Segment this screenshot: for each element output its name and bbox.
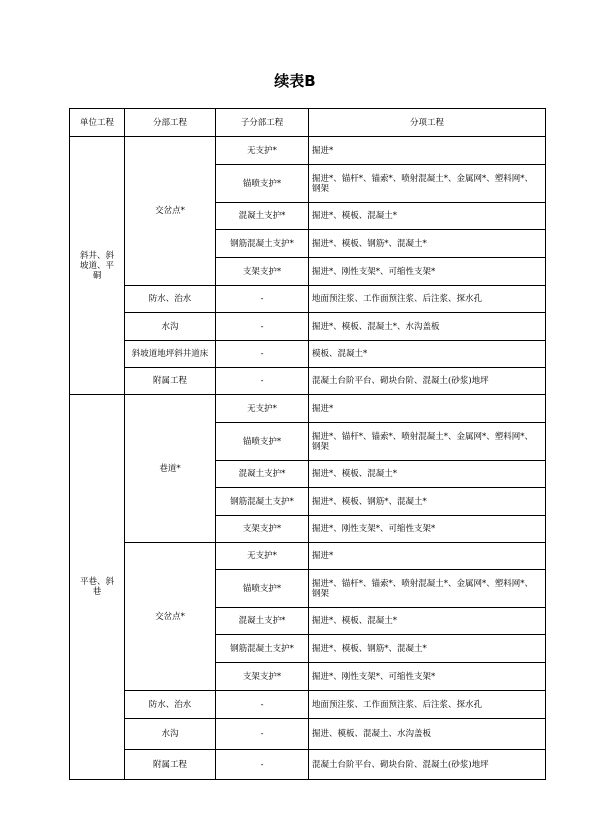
table-header-row bbox=[70, 109, 546, 137]
subpart-cell: - bbox=[216, 750, 309, 780]
engineering-division-table bbox=[69, 108, 546, 780]
item-cell: 掘进* bbox=[309, 137, 546, 165]
item-cell: 混凝土台阶平台、砌块台阶、混凝土(砂浆)地坪 bbox=[309, 368, 546, 395]
item-cell: 掘进* bbox=[309, 395, 546, 423]
table-row bbox=[70, 368, 546, 395]
part-cell: 附属工程 bbox=[125, 750, 216, 780]
unit-cell: 斜井、斜坡道、平硐 bbox=[70, 137, 125, 395]
subpart-cell: 支架支护* bbox=[216, 663, 309, 691]
subpart-cell: 无支护* bbox=[216, 137, 309, 165]
subpart-cell: 无支护* bbox=[216, 543, 309, 570]
table-row bbox=[70, 313, 546, 341]
subpart-cell: 钢筋混凝土支护* bbox=[216, 488, 309, 516]
subpart-cell: 支架支护* bbox=[216, 258, 309, 286]
header-unit: 单位工程 bbox=[70, 109, 125, 137]
item-cell: 掘进* bbox=[309, 543, 546, 570]
part-cell: 水沟 bbox=[125, 313, 216, 341]
table-row bbox=[70, 395, 546, 423]
subpart-cell: - bbox=[216, 313, 309, 341]
item-cell: 掘进*、刚性支架*、可缩性支架* bbox=[309, 663, 546, 691]
item-cell: 掘进*、锚杆*、锚索*、喷射混凝土*、金属网*、塑料网*、钢架 bbox=[309, 570, 546, 608]
item-cell: 掘进*、刚性支架*、可缩性支架* bbox=[309, 258, 546, 286]
item-cell: 模板、混凝土* bbox=[309, 341, 546, 368]
subpart-cell: 混凝土支护* bbox=[216, 608, 309, 635]
table-row bbox=[70, 137, 546, 165]
item-cell: 地面预注浆、工作面预注浆、后注浆、探水孔 bbox=[309, 286, 546, 313]
subpart-cell: - bbox=[216, 691, 309, 719]
subpart-cell: 钢筋混凝土支护* bbox=[216, 230, 309, 258]
table-row bbox=[70, 691, 546, 719]
header-part: 分部工程 bbox=[125, 109, 216, 137]
subpart-cell: 混凝土支护* bbox=[216, 203, 309, 230]
item-cell: 掘进*、模板、钢筋*、混凝土* bbox=[309, 230, 546, 258]
part-cell: 斜坡道地坪斜井道床 bbox=[125, 341, 216, 368]
part-cell: 巷道* bbox=[125, 395, 216, 543]
item-cell: 混凝土台阶平台、砌块台阶、混凝土(砂浆)地坪 bbox=[309, 750, 546, 780]
item-cell: 掘进*、锚杆*、锚索*、喷射混凝土*、金属网*、塑料网*、钢架 bbox=[309, 165, 546, 203]
subpart-cell: 无支护* bbox=[216, 395, 309, 423]
item-cell: 掘进*、模板、混凝土* bbox=[309, 461, 546, 488]
header-item: 分项工程 bbox=[309, 109, 546, 137]
table-row bbox=[70, 341, 546, 368]
item-cell: 掘进*、刚性支架*、可缩性支架* bbox=[309, 516, 546, 543]
subpart-cell: - bbox=[216, 286, 309, 313]
item-cell: 掘进、模板、混凝土、水沟盖板 bbox=[309, 719, 546, 750]
item-cell: 掘进*、模板、混凝土* bbox=[309, 608, 546, 635]
subpart-cell: - bbox=[216, 719, 309, 750]
item-cell: 地面预注浆、工作面预注浆、后注浆、探水孔 bbox=[309, 691, 546, 719]
item-cell: 掘进*、模板、混凝土*、水沟盖板 bbox=[309, 313, 546, 341]
item-cell: 掘进*、模板、混凝土* bbox=[309, 203, 546, 230]
item-cell: 掘进*、模板、钢筋*、混凝土* bbox=[309, 488, 546, 516]
table-row bbox=[70, 719, 546, 750]
subpart-cell: 支架支护* bbox=[216, 516, 309, 543]
part-cell: 交岔点* bbox=[125, 543, 216, 691]
subpart-cell: 锚喷支护* bbox=[216, 423, 309, 461]
subpart-cell: 锚喷支护* bbox=[216, 570, 309, 608]
part-cell: 防水、治水 bbox=[125, 286, 216, 313]
subpart-cell: 锚喷支护* bbox=[216, 165, 309, 203]
part-cell: 交岔点* bbox=[125, 137, 216, 286]
subpart-cell: - bbox=[216, 341, 309, 368]
item-cell: 掘进*、模板、钢筋*、混凝土* bbox=[309, 635, 546, 663]
header-subpart: 子分部工程 bbox=[216, 109, 309, 137]
table-row bbox=[70, 286, 546, 313]
part-cell: 水沟 bbox=[125, 719, 216, 750]
item-cell: 掘进*、锚杆*、锚索*、喷射混凝土*、金属网*、塑料网*、钢架 bbox=[309, 423, 546, 461]
part-cell: 附属工程 bbox=[125, 368, 216, 395]
subpart-cell: - bbox=[216, 368, 309, 395]
table-row bbox=[70, 750, 546, 780]
table-row bbox=[70, 543, 546, 570]
part-cell: 防水、治水 bbox=[125, 691, 216, 719]
unit-cell: 平巷、斜巷 bbox=[70, 395, 125, 780]
page-title: 续表B bbox=[274, 72, 316, 90]
subpart-cell: 混凝土支护* bbox=[216, 461, 309, 488]
subpart-cell: 钢筋混凝土支护* bbox=[216, 635, 309, 663]
